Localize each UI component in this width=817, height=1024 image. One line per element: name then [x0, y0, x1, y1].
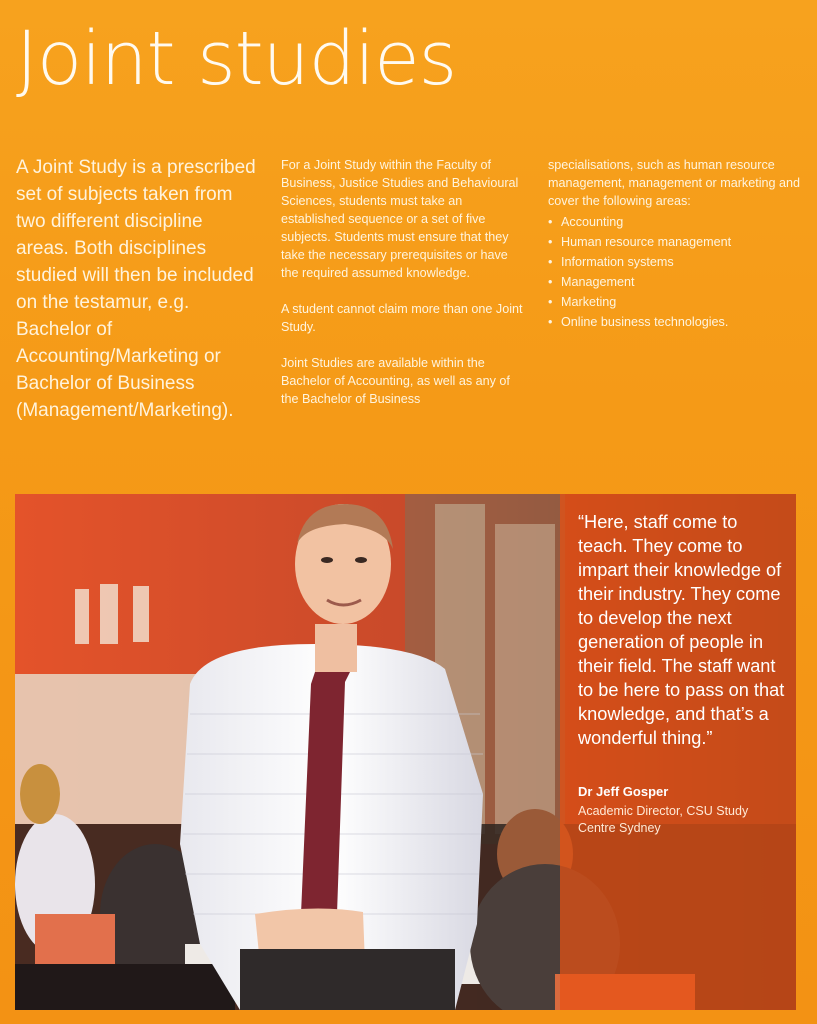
faculty-paragraph: For a Joint Study within the Faculty of Business, Justice Studies and Behavioural Sciences, students must take an established sequence or a set of five subjects. Students must ensure that they take the necessary prerequisites or have the required assumed knowledge.: [281, 158, 519, 280]
column-faculty-info: [281, 156, 526, 426]
quote-panel: [560, 494, 796, 1010]
specialisations-paragraph: specialisations, such as human resource management, management or marketing and cover the following areas:: [548, 158, 801, 208]
list-item: • Marketing: [548, 292, 803, 312]
portrait-photo: [15, 494, 796, 1010]
areas-list: [548, 212, 803, 332]
testimonial-quote: “Here, staff come to teach. They come to impart their knowledge of their industry. They come to develop the next generation of people in their field. The staff want to be here to pass on that knowledge, and that’s a wonderful thing.”: [578, 512, 785, 748]
claim-paragraph: A student cannot claim more than one Joint Study.: [281, 302, 523, 334]
intro-paragraph: A Joint Study is a prescribed set of subjects taken from two different discipline areas. Both disciplines studied will then be included on the testamur, e.g. Bachelor of Accounting/Marketing or Bachelor of Business (Management/Marketing).: [16, 157, 256, 421]
quote-author: Dr Jeff Gosper: [578, 784, 669, 799]
list-item: • Online business technologies.: [548, 312, 803, 332]
quote-author-role: Academic Director, CSU Study Centre Sydney: [578, 804, 749, 835]
list-item: • Management: [548, 272, 803, 292]
page-title: Joint studies: [16, 16, 457, 102]
column-areas: [548, 156, 803, 332]
list-item: • Information systems: [548, 252, 803, 272]
list-item: • Accounting: [548, 212, 803, 232]
availability-paragraph: Joint Studies are available within the Bachelor of Accounting, as well as any of the Bachelor of Business: [281, 356, 510, 406]
list-item: • Human resource management: [548, 232, 803, 252]
